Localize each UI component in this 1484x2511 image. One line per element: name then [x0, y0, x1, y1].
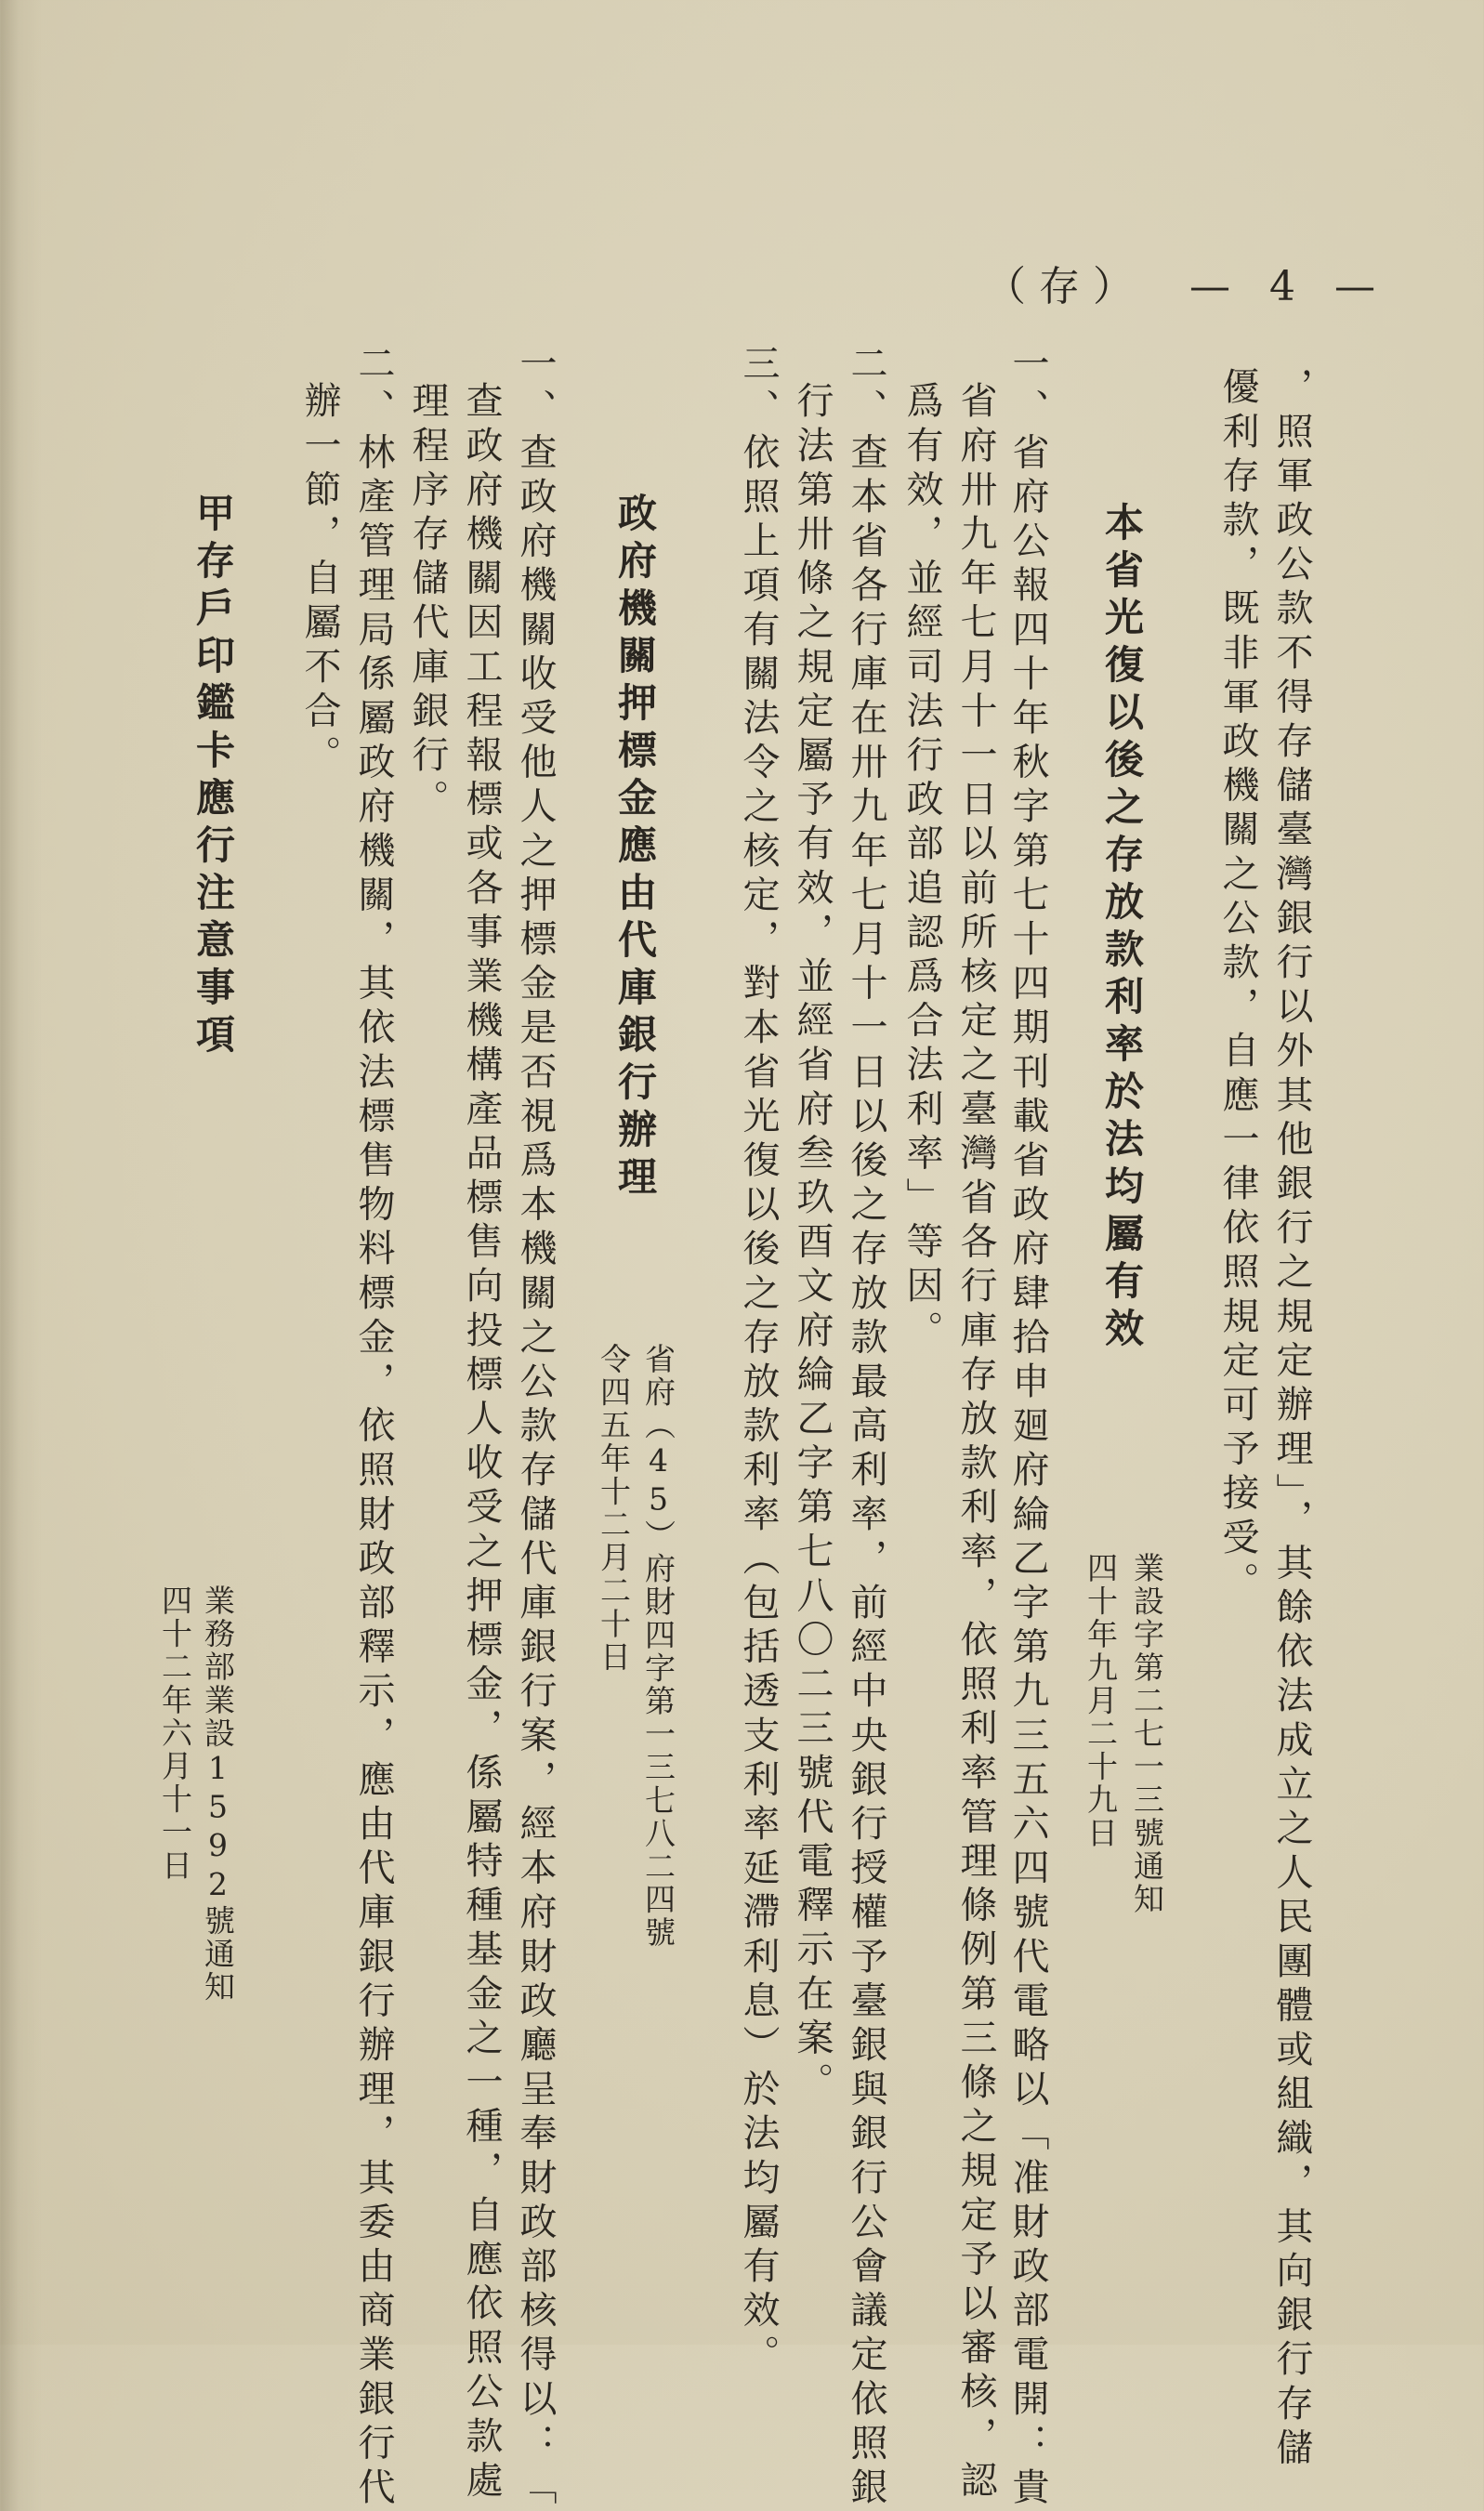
paragraph-line: 一、查政府機關收受他人之押標金是否視爲本機關之公款存儲代庫銀行案，經本府財政廳呈奉財政部核得以：「 — [514, 344, 557, 2511]
paragraph-line: 三、依照上項有關法令之核定，對本省光復以後之存放款利率（包括透支利率延滯利息）於法均屬有效。 — [737, 344, 780, 2379]
section-title: 本省光復以後之存放款利率於法均屬有效 — [1099, 502, 1145, 1355]
section-title: 甲存戶印鑑卡應行注意事項 — [190, 493, 236, 1061]
section-reference-line-1: 省府（45）府財四字第一三七八二四號 — [640, 1343, 676, 1950]
paragraph-line: 理程序存儲代庫銀行。 — [406, 381, 449, 823]
section-reference-line-2: 四十二年六月十一日 — [157, 1584, 193, 1883]
paragraph-line: 二、林產管理局係屬政府機關，其依法標售物料標金，依照財政部釋示，應由代庫銀行辦理，其委由商業銀行代 — [352, 344, 395, 2511]
paragraph-line: 一、省府公報四十年秋字第七十四期刊載省政府肆拾申廻府綸乙字第九三五六四號代電略以「准財政部電開：貴 — [1006, 344, 1049, 2511]
page-header — [985, 253, 1405, 312]
page-marker: （存） — [985, 263, 1147, 310]
continuation-line-2: 優利存款，既非軍政機關之公款，自應一律依照規定可予接受。 — [1216, 367, 1259, 1606]
paragraph-line: 辦一節，自屬不合。 — [298, 381, 341, 780]
paragraph-line: 行法第卅條之規定屬予有效，並經省府叁玖酉文府綸乙字第七八〇二三號代電釋示在案。 — [791, 381, 834, 2107]
paragraph-line: 爲有效，並經司法行政部追認爲合法利率」等因。 — [900, 381, 943, 1355]
paragraph-line: 二、查本省各行庫在卅九年七月十一日以後之存放款最高利率，前經中央銀行授權予臺銀與銀行公會議定依照銀 — [845, 344, 887, 2511]
section-reference-line-1: 業務部業設1592號通知 — [200, 1584, 236, 2005]
page-number: — 4 — — [1189, 263, 1388, 310]
paragraph-line: 查政府機關因工程報標或各事業機構產品標售向投標人收受之押標金，係屬特種基金之一種，自應依照公款處 — [460, 381, 503, 2504]
section-title: 政府機關押標金應由代庫銀行辦理 — [612, 493, 658, 1203]
section-reference-line-2: 令四五年十二月二十日 — [596, 1343, 632, 1674]
section-reference-line-2: 四十年九月二十九日 — [1083, 1552, 1119, 1850]
continuation-line-1: ，照軍政公款不得存儲臺灣銀行以外其他銀行之規定辦理」，其餘依法成立之人民團體或組織，其向銀行存儲 — [1270, 367, 1313, 2472]
section-reference-line-1: 業設字第二七一三號通知 — [1129, 1552, 1165, 1916]
paragraph-line: 省府卅九年七月十一日以前所核定之臺灣省各行庫存放款利率，依照利率管理條例第三條之規定予以審核，認 — [954, 381, 997, 2504]
